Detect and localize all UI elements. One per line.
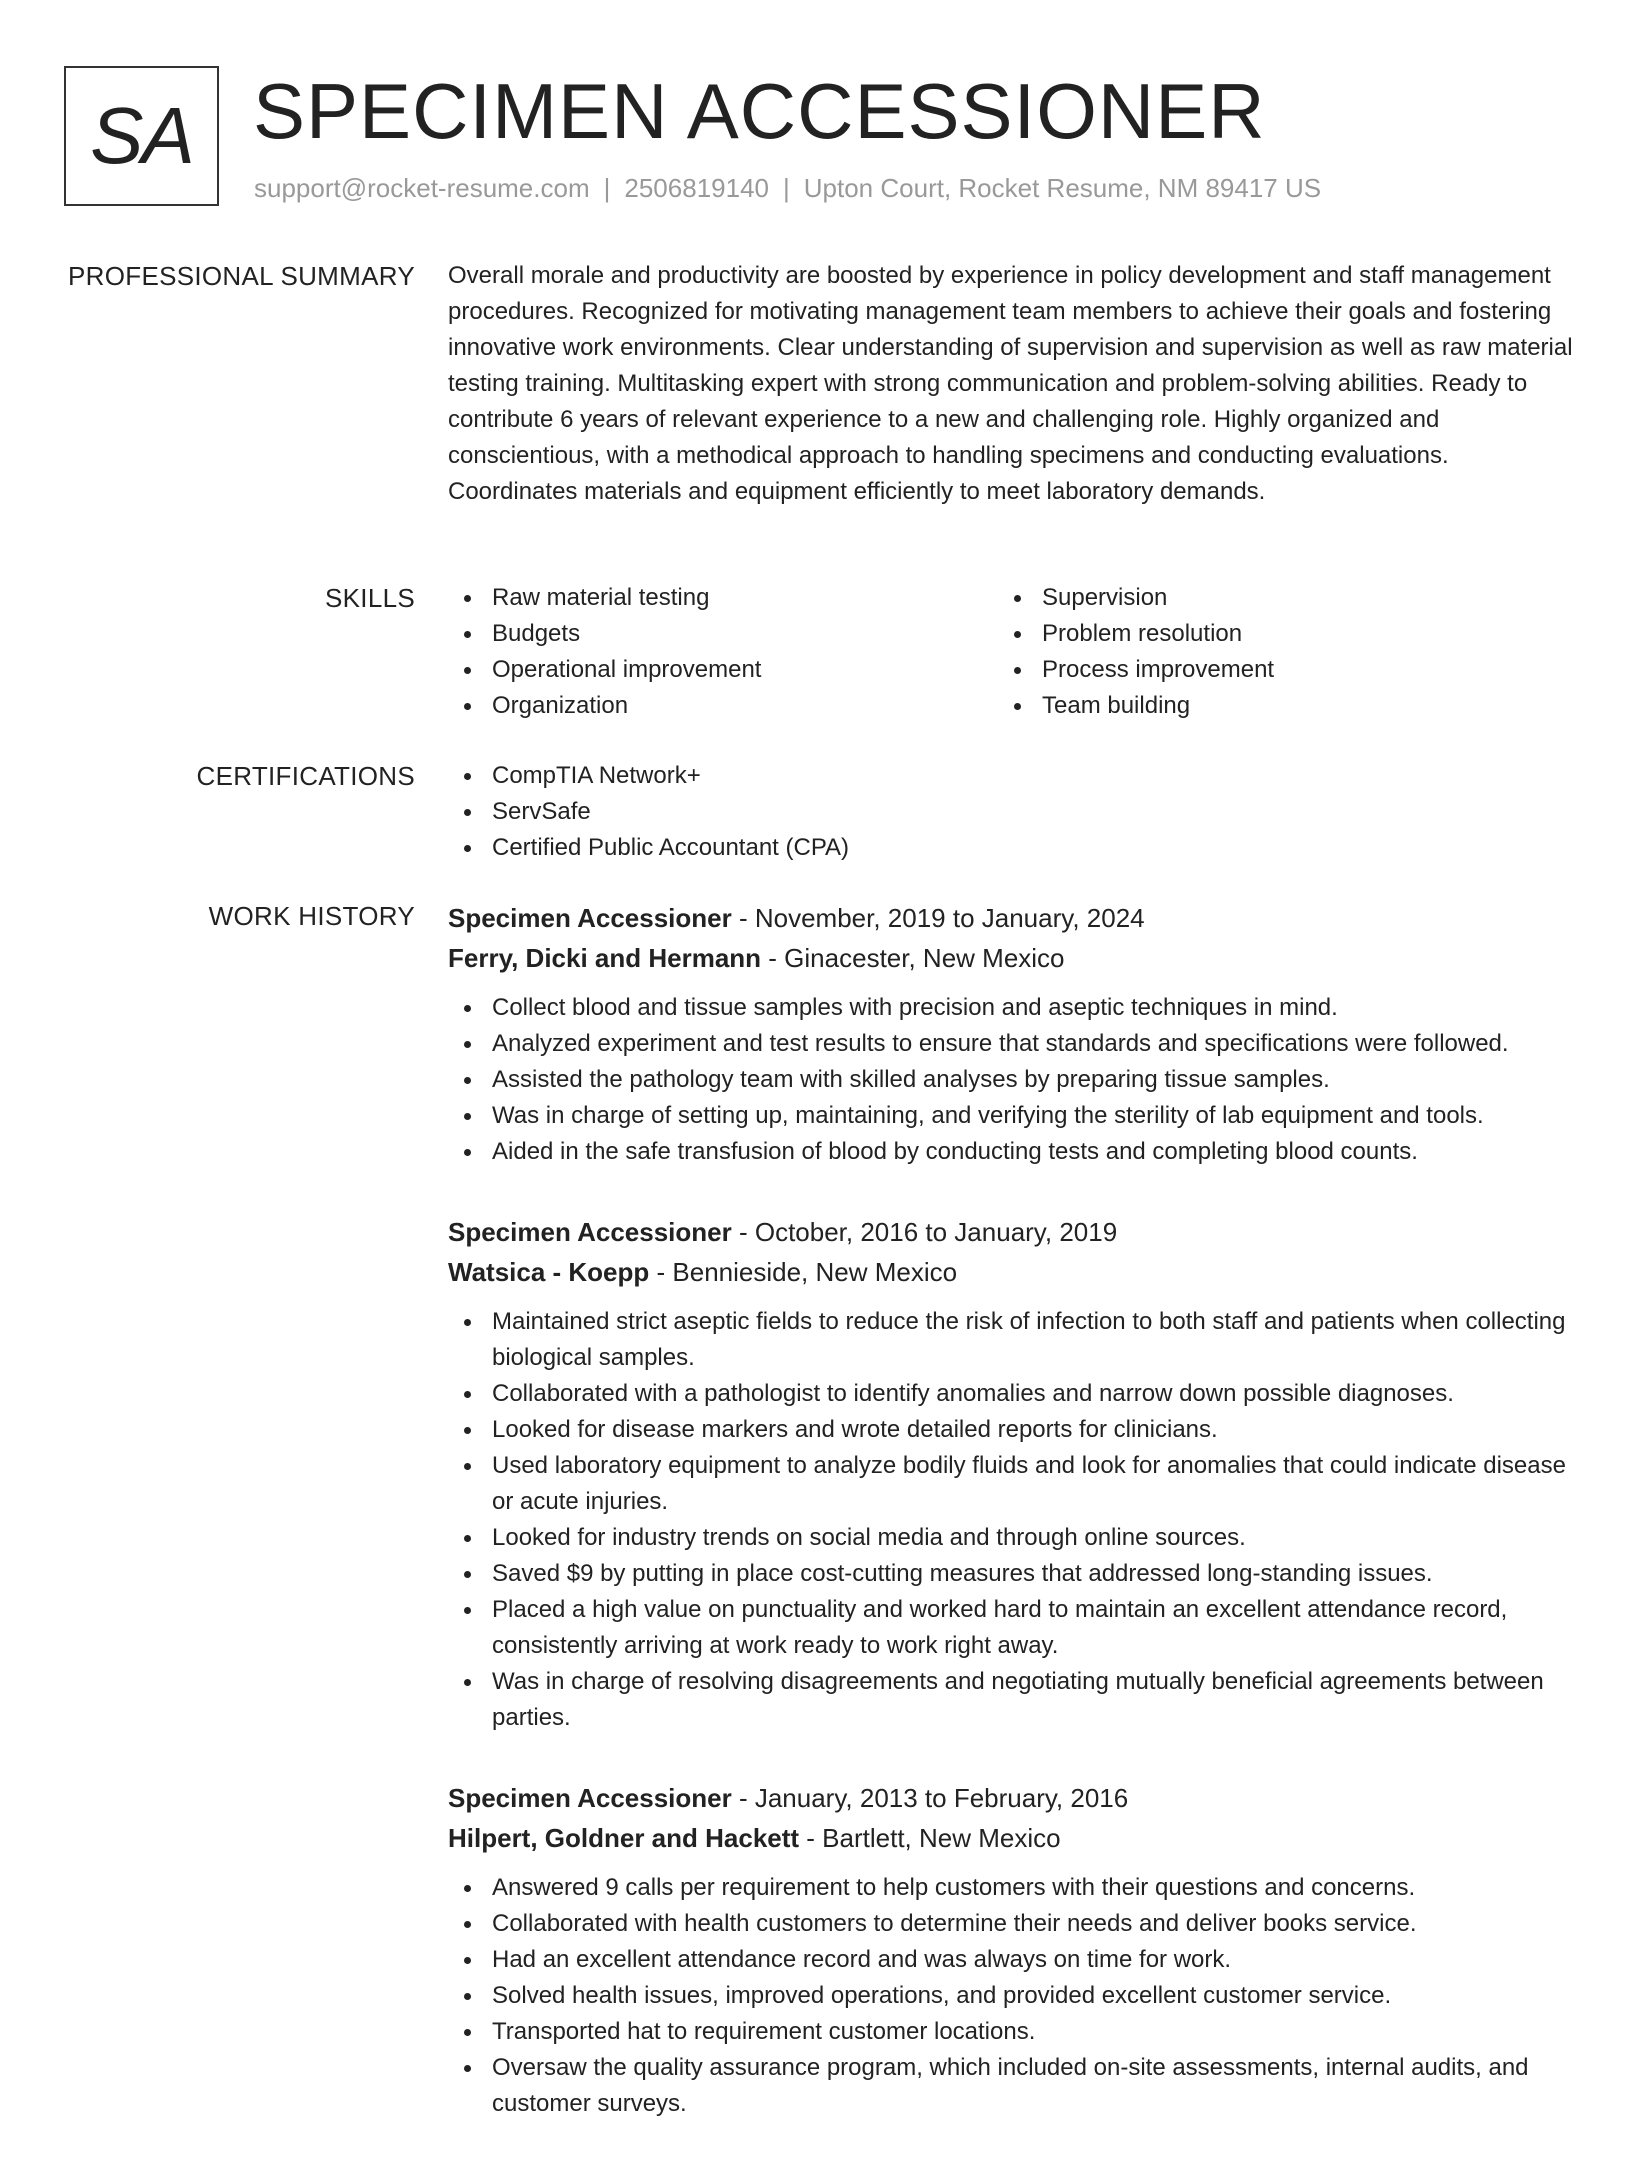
job-bullet: Assisted the pathology team with skilled analyses by preparing tissue samples. (448, 1062, 1573, 1098)
job-bullet: Transported hat to requirement customer locations. (448, 2014, 1573, 2050)
section-label-work-history: WORK HISTORY (208, 901, 415, 931)
job-bullet: Collaborated with a pathologist to identify anomalies and narrow down possible diagnoses. (448, 1376, 1573, 1412)
skills-column-1 (448, 580, 998, 724)
job-title: Specimen Accessioner (448, 1217, 732, 1247)
contact-email[interactable]: support@rocket-resume.com (254, 173, 590, 203)
job-bullet: Solved health issues, improved operations, and provided excellent customer service. (448, 1978, 1573, 2014)
certifications-list (448, 758, 1573, 866)
job-bullet: Used laboratory equipment to analyze bodily fluids and look for anomalies that could indicate disease or acute injuries. (448, 1448, 1573, 1520)
job-location: - Bartlett, New Mexico (799, 1823, 1061, 1853)
job-bullet: Was in charge of resolving disagreements and negotiating mutually beneficial agreements between parties. (448, 1664, 1573, 1736)
certification-item: CompTIA Network+ (448, 758, 1573, 794)
job-bullet: Answered 9 calls per requirement to help customers with their questions and concerns. (448, 1870, 1573, 1906)
section-label-summary: PROFESSIONAL SUMMARY (68, 261, 415, 291)
skill-item: Team building (998, 688, 1548, 724)
job-title: Specimen Accessioner (448, 903, 732, 933)
contact-phone[interactable]: 2506819140 (624, 173, 769, 203)
skill-item: Raw material testing (448, 580, 998, 616)
summary-text: Overall morale and productivity are boosted by experience in policy development and staff management procedures. Recognized for motivating management team members to achieve their goals and fostering innovative work environments. Clear understanding of supervision and supervision as well as raw material testing training. Multitasking expert with strong communication and problem-solving abilities. Ready to contribute 6 years of relevant experience to a new and challenging role. Highly organized and conscientious, with a methodical approach to handling specimens and conducting evaluations. Coordinates materials and equipment efficiently to meet laboratory demands. (448, 262, 1573, 505)
job-title-line (448, 898, 1573, 938)
candidate-name: SPECIMEN ACCESSIONER (253, 67, 1266, 155)
skill-item: Problem resolution (998, 616, 1548, 652)
skill-item: Organization (448, 688, 998, 724)
job-company: Watsica - Koepp (448, 1257, 650, 1287)
certification-item: Certified Public Accountant (CPA) (448, 830, 1573, 866)
job-entry (448, 1778, 1573, 2122)
skill-item: Budgets (448, 616, 998, 652)
job-dates: - January, 2013 to February, 2016 (731, 1783, 1129, 1813)
job-bullet: Saved $9 by putting in place cost-cutting measures that addressed long-standing issues. (448, 1556, 1573, 1592)
job-dates: - November, 2019 to January, 2024 (731, 903, 1145, 933)
contact-separator: | (783, 173, 790, 203)
contact-address: Upton Court, Rocket Resume, NM 89417 US (803, 173, 1322, 203)
job-dates: - October, 2016 to January, 2019 (731, 1217, 1118, 1247)
skills-grid (448, 580, 1573, 724)
section-label-certifications: CERTIFICATIONS (196, 761, 415, 791)
job-bullets (448, 990, 1573, 1170)
job-entry (448, 1212, 1573, 1736)
job-title-line (448, 1212, 1573, 1252)
contact-line (254, 172, 1321, 204)
job-bullet: Looked for disease markers and wrote detailed reports for clinicians. (448, 1412, 1573, 1448)
job-bullet: Placed a high value on punctuality and worked hard to maintain an excellent attendance record, consistently arriving at work ready to work right away. (448, 1592, 1573, 1664)
job-bullet: Analyzed experiment and test results to ensure that standards and specifications were followed. (448, 1026, 1573, 1062)
job-bullet: Collect blood and tissue samples with precision and aseptic techniques in mind. (448, 990, 1573, 1026)
job-title-line (448, 1778, 1573, 1818)
skill-item: Supervision (998, 580, 1548, 616)
job-title: Specimen Accessioner (448, 1783, 732, 1813)
job-bullet: Collaborated with health customers to determine their needs and deliver books service. (448, 1906, 1573, 1942)
skill-item: Operational improvement (448, 652, 998, 688)
job-bullet: Oversaw the quality assurance program, which included on-site assessments, internal audits, and customer surveys. (448, 2050, 1573, 2122)
job-company: Ferry, Dicki and Hermann (448, 943, 762, 973)
job-company-line (448, 938, 1573, 978)
job-company: Hilpert, Goldner and Hackett (448, 1823, 800, 1853)
job-company-line (448, 1818, 1573, 1858)
job-entry (448, 898, 1573, 1170)
job-bullet: Maintained strict aseptic fields to reduce the risk of infection to both staff and patients when collecting biological samples. (448, 1304, 1573, 1376)
section-label-skills: SKILLS (325, 583, 415, 613)
job-bullet: Aided in the safe transfusion of blood by conducting tests and completing blood counts. (448, 1134, 1573, 1170)
job-location: - Bennieside, New Mexico (649, 1257, 958, 1287)
job-bullets (448, 1870, 1573, 2122)
certification-item: ServSafe (448, 794, 1573, 830)
job-bullet: Looked for industry trends on social media and through online sources. (448, 1520, 1573, 1556)
skill-item: Process improvement (998, 652, 1548, 688)
job-company-line (448, 1252, 1573, 1292)
monogram-badge: SA (64, 66, 219, 206)
job-location: - Ginacester, New Mexico (761, 943, 1065, 973)
contact-separator: | (603, 173, 611, 203)
job-bullet: Was in charge of setting up, maintaining, and verifying the sterility of lab equipment and tools. (448, 1098, 1573, 1134)
job-bullets (448, 1304, 1573, 1736)
skills-column-2 (998, 580, 1548, 724)
job-bullet: Had an excellent attendance record and was always on time for work. (448, 1942, 1573, 1978)
